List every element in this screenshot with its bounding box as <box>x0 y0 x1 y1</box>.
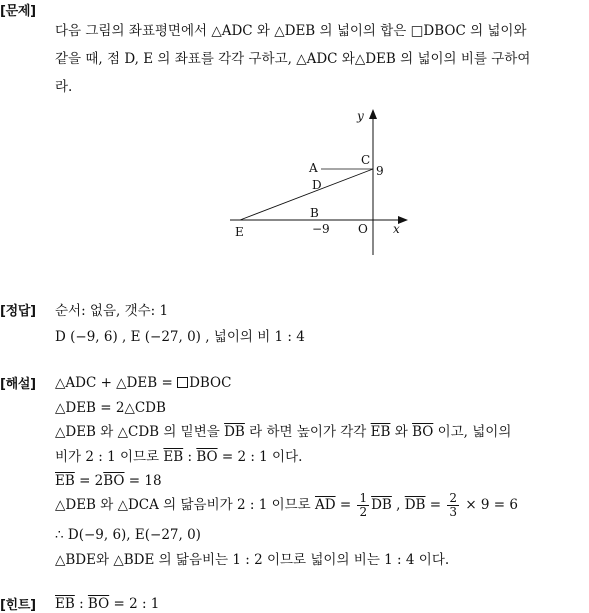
text: : <box>183 449 197 465</box>
solution-label: [해설] <box>0 377 36 392</box>
text: 와 <box>390 424 413 440</box>
text: = 2 : 1 이다. <box>217 449 303 465</box>
solution-line-6 <box>55 492 587 519</box>
denominator: 3 <box>449 505 458 519</box>
segment-DB: $\overline{DB}$ <box>224 424 245 440</box>
segment-AD: $\overline{AD}$ <box>314 497 336 513</box>
text: : <box>74 596 88 612</box>
segment-EB: $\overline{EB}$ <box>55 596 75 612</box>
text: = 18 <box>124 473 162 489</box>
point-label-C: C <box>361 153 371 167</box>
segment-BO: $\overline{BO}$ <box>103 473 125 489</box>
text: △DEB 와 △CDB 의 밑변을 <box>55 424 225 440</box>
text: 비가 2 : 1 이므로 <box>55 449 164 465</box>
solution-line-1 <box>55 374 231 392</box>
segment-BO: $\overline{BO}$ <box>87 596 110 612</box>
origin-label-O: O <box>358 222 368 236</box>
y-axis-label: y <box>357 109 364 123</box>
numerator: 1 <box>359 491 368 505</box>
point-label-B: B <box>310 206 319 220</box>
segment-DB: $\overline{DB}$ <box>371 497 392 513</box>
text: = <box>335 497 356 513</box>
point-label-A: A <box>309 161 318 175</box>
problem-label: [문제] <box>0 4 36 19</box>
text: , <box>391 497 405 513</box>
problem-line-3: 라. <box>55 79 73 95</box>
tick-label-9: 9 <box>376 164 384 178</box>
problem-line-1: 다음 그림의 좌표평면에서 △ADC 와 △DEB 의 넓이의 합은 □DBOC 의 넓이와 <box>55 23 527 39</box>
point-label-D: D <box>312 178 322 192</box>
problem-line-2: 같을 때, 점 D, E 의 좌표를 각각 구하고, △ADC 와△DEB 의 넓이의 비를 구하여 <box>55 51 531 67</box>
text: = 2 <box>74 473 104 489</box>
segment-BO: $\overline{BO}$ <box>412 424 434 440</box>
text: = 2 : 1 <box>109 596 160 612</box>
answer-line-2: D (−9, 6) , E (−27, 0) , 넓이의 비 1 : 4 <box>55 329 305 345</box>
text: △DEB 와 △DCA 의 닮음비가 2 : 1 이므로 <box>55 497 315 513</box>
segment-EB: $\overline{EB}$ <box>55 473 75 489</box>
point-label-E: E <box>235 225 244 239</box>
solution-line-3 <box>55 423 587 441</box>
text: × 9 = 6 <box>461 497 518 513</box>
fraction-two-thirds <box>447 492 459 519</box>
solution-line-8: △BDE와 △BDE 의 닮음비는 1 : 2 이므로 넓이의 비는 1 : 4 이다. <box>55 552 450 568</box>
y-axis-arrow <box>369 109 377 119</box>
solution-line-7: ∴ D(−9, 6), E(−27, 0) <box>55 527 201 543</box>
segment-DB: $\overline{DB}$ <box>404 497 426 513</box>
coordinate-diagram <box>230 105 420 260</box>
answer-line-1: 순서: 없음, 갯수: 1 <box>55 303 169 319</box>
solution-line-1-shape: DBOC <box>189 375 232 391</box>
answer-label: [정답] <box>0 304 36 319</box>
tick-label-neg9: −9 <box>312 222 330 236</box>
segment-BO: $\overline{BO}$ <box>196 449 218 465</box>
hint-label: [힌트] <box>0 598 36 613</box>
line-E-C <box>240 169 373 220</box>
numerator: 2 <box>449 491 458 505</box>
hint-line <box>55 595 159 613</box>
x-axis-label: x <box>393 222 400 236</box>
solution-line-1-text: △ADC + △DEB = <box>55 375 178 391</box>
text: = <box>425 497 446 513</box>
denominator: 2 <box>359 505 368 519</box>
fraction-one-half <box>357 492 369 519</box>
solution-line-4 <box>55 448 302 466</box>
solution-line-5 <box>55 472 162 490</box>
text: 라 하면 높이가 각각 <box>244 424 371 440</box>
text: 이고, 넓이의 <box>433 424 512 440</box>
solution-line-2: △DEB = 2△CDB <box>55 400 166 416</box>
segment-EB: $\overline{EB}$ <box>163 449 184 465</box>
segment-EB: $\overline{EB}$ <box>370 424 391 440</box>
square-symbol <box>177 377 188 388</box>
